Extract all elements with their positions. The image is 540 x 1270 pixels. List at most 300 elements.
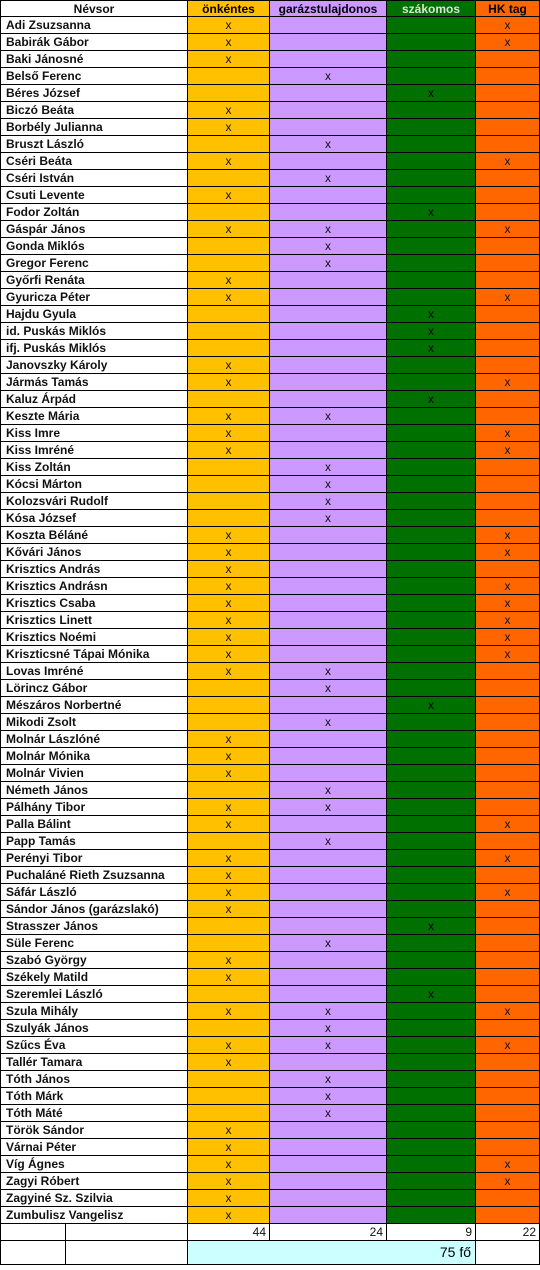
onkentes-cell[interactable] [188,510,270,527]
hk-cell[interactable] [476,1122,540,1139]
member-name-cell[interactable]: id. Puskás Miklós [0,323,188,340]
hk-cell[interactable] [476,306,540,323]
hk-cell[interactable] [476,374,540,391]
hk-cell[interactable] [476,731,540,748]
hk-cell[interactable] [476,85,540,102]
szakomos-cell[interactable] [387,187,476,204]
member-name-cell[interactable]: Mészáros Norbertné [0,697,188,714]
szakomos-cell[interactable] [387,918,476,935]
hk-cell[interactable] [476,425,540,442]
szakomos-cell[interactable] [387,1173,476,1190]
member-name-cell[interactable]: Krisztics Linett [0,612,188,629]
member-name-cell[interactable]: Sándor János (garázslakó) [0,901,188,918]
garazs-cell[interactable] [270,833,387,850]
garazs-cell[interactable] [270,102,387,119]
szakomos-cell[interactable] [387,1190,476,1207]
member-name-cell[interactable]: Molnár Lászlóné [0,731,188,748]
szakomos-cell[interactable] [387,136,476,153]
member-name-cell[interactable]: Gáspár János [0,221,188,238]
garazs-cell[interactable] [270,85,387,102]
szakomos-cell[interactable] [387,1088,476,1105]
onkentes-cell[interactable] [188,1088,270,1105]
garazs-cell[interactable] [270,646,387,663]
hk-cell[interactable] [476,170,540,187]
member-name-cell[interactable]: Molnár Vivien [0,765,188,782]
szakomos-cell[interactable] [387,527,476,544]
szakomos-cell[interactable] [387,867,476,884]
onkentes-cell[interactable] [188,119,270,136]
grand-total-cell[interactable]: 75 fő [188,1241,476,1265]
szakomos-cell[interactable] [387,119,476,136]
member-name-cell[interactable]: Jármás Tamás [0,374,188,391]
hk-cell[interactable] [476,323,540,340]
hk-cell[interactable] [476,799,540,816]
header-hk-tag[interactable]: HK tag [476,0,540,17]
onkentes-cell[interactable] [188,187,270,204]
onkentes-cell[interactable] [188,255,270,272]
member-name-cell[interactable]: Szulyák János [0,1020,188,1037]
garazs-cell[interactable] [270,408,387,425]
member-name-cell[interactable]: Fodor Zoltán [0,204,188,221]
szakomos-cell[interactable] [387,544,476,561]
szakomos-cell[interactable] [387,969,476,986]
onkentes-cell[interactable] [188,68,270,85]
garazs-cell[interactable] [270,1020,387,1037]
szakomos-cell[interactable] [387,153,476,170]
garazs-cell[interactable] [270,629,387,646]
garazs-cell[interactable] [270,986,387,1003]
garazs-cell[interactable] [270,68,387,85]
onkentes-cell[interactable] [188,1020,270,1037]
szakomos-cell[interactable] [387,221,476,238]
total-onkentes[interactable]: 44 [188,1224,270,1241]
onkentes-cell[interactable] [188,833,270,850]
member-name-cell[interactable]: Székely Matild [0,969,188,986]
hk-cell[interactable] [476,1156,540,1173]
szakomos-cell[interactable] [387,51,476,68]
onkentes-cell[interactable] [188,221,270,238]
member-name-cell[interactable]: Csuti Levente [0,187,188,204]
onkentes-cell[interactable] [188,340,270,357]
hk-cell[interactable] [476,1020,540,1037]
garazs-cell[interactable] [270,1071,387,1088]
member-name-cell[interactable]: Tóth Máté [0,1105,188,1122]
szakomos-cell[interactable] [387,1207,476,1224]
onkentes-cell[interactable] [188,459,270,476]
hk-cell[interactable] [476,187,540,204]
szakomos-cell[interactable] [387,391,476,408]
member-name-cell[interactable]: Puchaláné Rieth Zsuzsanna [0,867,188,884]
hk-cell[interactable] [476,629,540,646]
szakomos-cell[interactable] [387,289,476,306]
onkentes-cell[interactable] [188,782,270,799]
hk-cell[interactable] [476,1173,540,1190]
onkentes-cell[interactable] [188,1190,270,1207]
garazs-cell[interactable] [270,272,387,289]
hk-cell[interactable] [476,153,540,170]
garazs-cell[interactable] [270,1122,387,1139]
hk-cell[interactable] [476,102,540,119]
onkentes-cell[interactable] [188,442,270,459]
garazs-cell[interactable] [270,17,387,34]
onkentes-cell[interactable] [188,289,270,306]
onkentes-cell[interactable] [188,1071,270,1088]
member-name-cell[interactable]: Belső Ferenc [0,68,188,85]
member-name-cell[interactable]: Keszte Mária [0,408,188,425]
onkentes-cell[interactable] [188,85,270,102]
szakomos-cell[interactable] [387,68,476,85]
szakomos-cell[interactable] [387,1003,476,1020]
hk-cell[interactable] [476,833,540,850]
garazs-cell[interactable] [270,680,387,697]
member-name-cell[interactable]: Győrfi Renáta [0,272,188,289]
member-name-cell[interactable]: Várnai Péter [0,1139,188,1156]
onkentes-cell[interactable] [188,867,270,884]
totals-blank-cell[interactable] [66,1224,188,1241]
member-name-cell[interactable]: Kiss Imréné [0,442,188,459]
onkentes-cell[interactable] [188,646,270,663]
member-name-cell[interactable]: Gyuricza Péter [0,289,188,306]
hk-cell[interactable] [476,867,540,884]
szakomos-cell[interactable] [387,1122,476,1139]
member-name-cell[interactable]: Lörincz Gábor [0,680,188,697]
member-name-cell[interactable]: Cséri István [0,170,188,187]
onkentes-cell[interactable] [188,102,270,119]
szakomos-cell[interactable] [387,510,476,527]
onkentes-cell[interactable] [188,816,270,833]
hk-cell[interactable] [476,952,540,969]
szakomos-cell[interactable] [387,204,476,221]
hk-cell[interactable] [476,595,540,612]
member-name-cell[interactable]: Perényi Tibor [0,850,188,867]
member-name-cell[interactable]: Gonda Miklós [0,238,188,255]
header-onkentes[interactable]: önkéntes [188,0,270,17]
hk-cell[interactable] [476,357,540,374]
member-name-cell[interactable]: Kiss Zoltán [0,459,188,476]
member-name-cell[interactable]: Kócsi Márton [0,476,188,493]
member-name-cell[interactable]: Török Sándor [0,1122,188,1139]
hk-cell[interactable] [476,238,540,255]
hk-cell[interactable] [476,1071,540,1088]
szakomos-cell[interactable] [387,680,476,697]
onkentes-cell[interactable] [188,935,270,952]
onkentes-cell[interactable] [188,476,270,493]
garazs-cell[interactable] [270,1173,387,1190]
member-name-cell[interactable]: Kővári János [0,544,188,561]
member-name-cell[interactable]: Krisztics Andrásn [0,578,188,595]
member-name-cell[interactable]: Borbély Julianna [0,119,188,136]
szakomos-cell[interactable] [387,833,476,850]
garazs-cell[interactable] [270,1190,387,1207]
garazs-cell[interactable] [270,816,387,833]
garazs-cell[interactable] [270,952,387,969]
onkentes-cell[interactable] [188,306,270,323]
hk-cell[interactable] [476,850,540,867]
garazs-cell[interactable] [270,1105,387,1122]
hk-cell[interactable] [476,1139,540,1156]
hk-cell[interactable] [476,561,540,578]
garazs-cell[interactable] [270,238,387,255]
garazs-cell[interactable] [270,357,387,374]
hk-cell[interactable] [476,442,540,459]
szakomos-cell[interactable] [387,595,476,612]
onkentes-cell[interactable] [188,17,270,34]
garazs-cell[interactable] [270,782,387,799]
hk-cell[interactable] [476,391,540,408]
szakomos-cell[interactable] [387,1020,476,1037]
member-name-cell[interactable]: Víg Ágnes [0,1156,188,1173]
garazs-cell[interactable] [270,663,387,680]
onkentes-cell[interactable] [188,1054,270,1071]
szakomos-cell[interactable] [387,442,476,459]
header-szakomos[interactable]: szákomos [387,0,476,17]
szakomos-cell[interactable] [387,561,476,578]
garazs-cell[interactable] [270,510,387,527]
szakomos-cell[interactable] [387,935,476,952]
member-name-cell[interactable]: Tallér Tamara [0,1054,188,1071]
onkentes-cell[interactable] [188,238,270,255]
onkentes-cell[interactable] [188,850,270,867]
onkentes-cell[interactable] [188,1122,270,1139]
hk-cell[interactable] [476,748,540,765]
hk-cell[interactable] [476,34,540,51]
garazs-cell[interactable] [270,255,387,272]
garazs-cell[interactable] [270,1037,387,1054]
garazs-cell[interactable] [270,187,387,204]
szakomos-cell[interactable] [387,850,476,867]
garazs-cell[interactable] [270,901,387,918]
szakomos-cell[interactable] [387,272,476,289]
szakomos-cell[interactable] [387,1071,476,1088]
szakomos-cell[interactable] [387,493,476,510]
szakomos-cell[interactable] [387,816,476,833]
grand-total-blank-cell[interactable] [66,1241,188,1265]
member-name-cell[interactable]: Molnár Mónika [0,748,188,765]
szakomos-cell[interactable] [387,85,476,102]
member-name-cell[interactable]: ifj. Puskás Miklós [0,340,188,357]
onkentes-cell[interactable] [188,748,270,765]
member-name-cell[interactable]: Kósa József [0,510,188,527]
garazs-cell[interactable] [270,714,387,731]
garazs-cell[interactable] [270,748,387,765]
szakomos-cell[interactable] [387,799,476,816]
szakomos-cell[interactable] [387,255,476,272]
garazs-cell[interactable] [270,918,387,935]
hk-cell[interactable] [476,578,540,595]
garazs-cell[interactable] [270,561,387,578]
member-name-cell[interactable]: Szabó György [0,952,188,969]
member-name-cell[interactable]: Szűcs Éva [0,1037,188,1054]
hk-cell[interactable] [476,221,540,238]
onkentes-cell[interactable] [188,170,270,187]
szakomos-cell[interactable] [387,17,476,34]
szakomos-cell[interactable] [387,663,476,680]
hk-cell[interactable] [476,1207,540,1224]
onkentes-cell[interactable] [188,561,270,578]
onkentes-cell[interactable] [188,493,270,510]
hk-cell[interactable] [476,408,540,425]
garazs-cell[interactable] [270,850,387,867]
szakomos-cell[interactable] [387,408,476,425]
onkentes-cell[interactable] [188,204,270,221]
szakomos-cell[interactable] [387,238,476,255]
garazs-cell[interactable] [270,119,387,136]
garazs-cell[interactable] [270,527,387,544]
onkentes-cell[interactable] [188,1173,270,1190]
totals-blank-cell[interactable] [0,1224,66,1241]
garazs-cell[interactable] [270,34,387,51]
onkentes-cell[interactable] [188,969,270,986]
onkentes-cell[interactable] [188,34,270,51]
garazs-cell[interactable] [270,578,387,595]
onkentes-cell[interactable] [188,765,270,782]
hk-cell[interactable] [476,255,540,272]
onkentes-cell[interactable] [188,374,270,391]
hk-cell[interactable] [476,476,540,493]
onkentes-cell[interactable] [188,1105,270,1122]
member-name-cell[interactable]: Papp Tamás [0,833,188,850]
garazs-cell[interactable] [270,442,387,459]
hk-cell[interactable] [476,816,540,833]
hk-cell[interactable] [476,918,540,935]
szakomos-cell[interactable] [387,646,476,663]
garazs-cell[interactable] [270,544,387,561]
onkentes-cell[interactable] [188,595,270,612]
hk-cell[interactable] [476,901,540,918]
garazs-cell[interactable] [270,51,387,68]
header-garazstulajdonos[interactable]: garázstulajdonos [270,0,387,17]
garazs-cell[interactable] [270,1207,387,1224]
member-name-cell[interactable]: Biczó Beáta [0,102,188,119]
szakomos-cell[interactable] [387,952,476,969]
szakomos-cell[interactable] [387,578,476,595]
total-hk-tag[interactable]: 22 [476,1224,540,1241]
grand-total-blank-cell[interactable] [476,1241,540,1265]
hk-cell[interactable] [476,782,540,799]
garazs-cell[interactable] [270,493,387,510]
member-name-cell[interactable]: Zumbulisz Vangelisz [0,1207,188,1224]
member-name-cell[interactable]: Krisztics Csaba [0,595,188,612]
member-name-cell[interactable]: Pálhány Tibor [0,799,188,816]
hk-cell[interactable] [476,68,540,85]
garazs-cell[interactable] [270,374,387,391]
garazs-cell[interactable] [270,884,387,901]
hk-cell[interactable] [476,697,540,714]
hk-cell[interactable] [476,1105,540,1122]
szakomos-cell[interactable] [387,1139,476,1156]
onkentes-cell[interactable] [188,51,270,68]
onkentes-cell[interactable] [188,1037,270,1054]
szakomos-cell[interactable] [387,612,476,629]
onkentes-cell[interactable] [188,799,270,816]
garazs-cell[interactable] [270,391,387,408]
garazs-cell[interactable] [270,1156,387,1173]
member-name-cell[interactable]: Bruszt László [0,136,188,153]
garazs-cell[interactable] [270,697,387,714]
szakomos-cell[interactable] [387,1156,476,1173]
onkentes-cell[interactable] [188,578,270,595]
member-name-cell[interactable]: Kolozsvári Rudolf [0,493,188,510]
member-name-cell[interactable]: Kiss Imre [0,425,188,442]
member-name-cell[interactable]: Strasszer János [0,918,188,935]
garazs-cell[interactable] [270,476,387,493]
onkentes-cell[interactable] [188,612,270,629]
member-name-cell[interactable]: Koszta Béláné [0,527,188,544]
member-name-cell[interactable]: Baki Jánosné [0,51,188,68]
hk-cell[interactable] [476,527,540,544]
szakomos-cell[interactable] [387,986,476,1003]
onkentes-cell[interactable] [188,986,270,1003]
hk-cell[interactable] [476,1037,540,1054]
member-name-cell[interactable]: Sáfár László [0,884,188,901]
onkentes-cell[interactable] [188,391,270,408]
onkentes-cell[interactable] [188,697,270,714]
garazs-cell[interactable] [270,340,387,357]
member-name-cell[interactable]: Adi Zsuzsanna [0,17,188,34]
szakomos-cell[interactable] [387,714,476,731]
onkentes-cell[interactable] [188,714,270,731]
garazs-cell[interactable] [270,323,387,340]
szakomos-cell[interactable] [387,629,476,646]
member-name-cell[interactable]: Hajdu Gyula [0,306,188,323]
total-szakomos[interactable]: 9 [387,1224,476,1241]
szakomos-cell[interactable] [387,1037,476,1054]
szakomos-cell[interactable] [387,748,476,765]
szakomos-cell[interactable] [387,697,476,714]
member-name-cell[interactable]: Béres József [0,85,188,102]
onkentes-cell[interactable] [188,884,270,901]
hk-cell[interactable] [476,459,540,476]
garazs-cell[interactable] [270,425,387,442]
szakomos-cell[interactable] [387,374,476,391]
garazs-cell[interactable] [270,1054,387,1071]
onkentes-cell[interactable] [188,952,270,969]
garazs-cell[interactable] [270,969,387,986]
szakomos-cell[interactable] [387,731,476,748]
szakomos-cell[interactable] [387,323,476,340]
hk-cell[interactable] [476,765,540,782]
onkentes-cell[interactable] [188,629,270,646]
hk-cell[interactable] [476,884,540,901]
szakomos-cell[interactable] [387,340,476,357]
hk-cell[interactable] [476,969,540,986]
onkentes-cell[interactable] [188,527,270,544]
hk-cell[interactable] [476,119,540,136]
szakomos-cell[interactable] [387,425,476,442]
grand-total-blank-cell[interactable] [0,1241,66,1265]
member-name-cell[interactable]: Süle Ferenc [0,935,188,952]
szakomos-cell[interactable] [387,1105,476,1122]
onkentes-cell[interactable] [188,323,270,340]
onkentes-cell[interactable] [188,731,270,748]
onkentes-cell[interactable] [188,1003,270,1020]
hk-cell[interactable] [476,714,540,731]
szakomos-cell[interactable] [387,782,476,799]
garazs-cell[interactable] [270,136,387,153]
hk-cell[interactable] [476,1190,540,1207]
hk-cell[interactable] [476,612,540,629]
member-name-cell[interactable]: Gregor Ferenc [0,255,188,272]
hk-cell[interactable] [476,272,540,289]
szakomos-cell[interactable] [387,459,476,476]
member-name-cell[interactable]: Mikodi Zsolt [0,714,188,731]
garazs-cell[interactable] [270,221,387,238]
member-name-cell[interactable]: Krisztics András [0,561,188,578]
hk-cell[interactable] [476,510,540,527]
hk-cell[interactable] [476,663,540,680]
onkentes-cell[interactable] [188,425,270,442]
garazs-cell[interactable] [270,153,387,170]
